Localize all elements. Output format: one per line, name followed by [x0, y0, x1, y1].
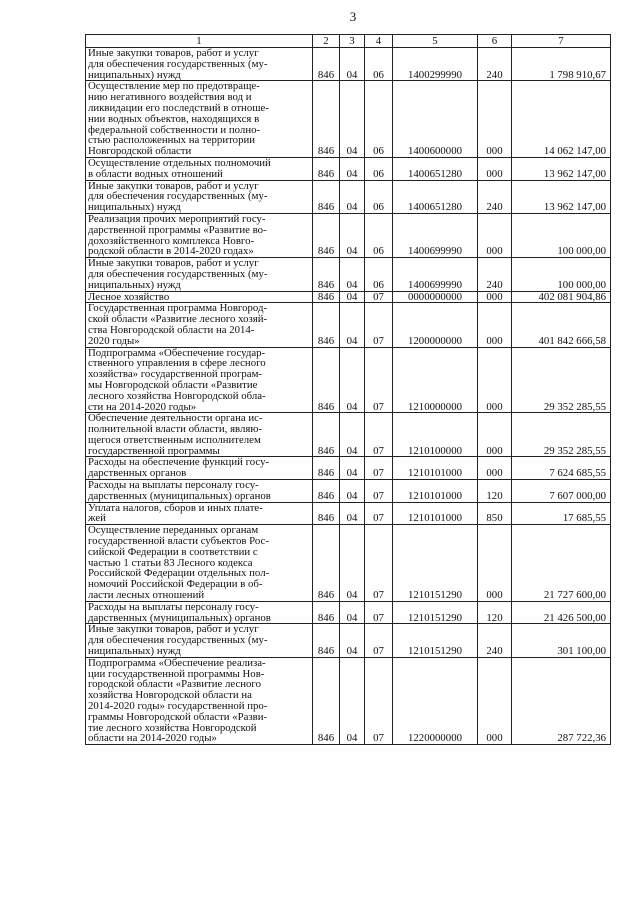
row-subsection-cell: 07: [365, 457, 393, 480]
row-section-cell: 04: [340, 413, 365, 457]
row-subsection-cell: 06: [365, 81, 393, 158]
table-row: [86, 657, 611, 744]
row-admin-code-cell: 846: [313, 525, 340, 602]
table-row: [86, 457, 611, 480]
budget-table: [85, 34, 611, 745]
row-subsection-cell: 06: [365, 157, 393, 180]
row-name-cell: Подпрограмма «Обеспечение реализа- ции государственной программы Нов- городской области «Развитие лесного хозяйства Новгородской области на 2014-2020 годы» государственной про- граммы Новгородской области «Разви- тие лесного хозяйства Новгородской области на 2014-2020 годы»: [86, 657, 313, 744]
row-expense-type-cell: 000: [478, 213, 512, 257]
row-subsection-cell: 07: [365, 601, 393, 624]
row-target-code-cell: 1210101000: [393, 502, 478, 525]
row-admin-code-cell: 846: [313, 502, 340, 525]
row-target-code-cell: 1210101000: [393, 480, 478, 503]
row-expense-type-cell: 000: [478, 657, 512, 744]
table-row: [86, 347, 611, 413]
row-name-cell: Осуществление отдельных полномочий в области водных отношений: [86, 157, 313, 180]
row-expense-type-cell: 240: [478, 48, 512, 81]
table-row: [86, 180, 611, 213]
row-name-cell: Подпрограмма «Обеспечение государ- ственного управления в сфере лесного хозяйства» государственной програм- мы Новгородской области «Развитие лесного хозяйства Новгородской обла- сти на 2014-2020 годы»: [86, 347, 313, 413]
row-target-code-cell: 1400299990: [393, 48, 478, 81]
row-section-cell: 04: [340, 457, 365, 480]
table-row: [86, 601, 611, 624]
row-target-code-cell: 1400699990: [393, 258, 478, 291]
row-expense-type-cell: 000: [478, 413, 512, 457]
table-row: [86, 525, 611, 602]
row-amount-cell: 17 685,55: [512, 502, 611, 525]
row-amount-cell: 401 842 666,58: [512, 303, 611, 347]
row-subsection-cell: 07: [365, 624, 393, 657]
row-name-cell: Уплата налогов, сборов и иных плате- жей: [86, 502, 313, 525]
table-row: [86, 624, 611, 657]
row-name-cell: Расходы на обеспечение функций госу- дарственных органов: [86, 457, 313, 480]
table-row: [86, 157, 611, 180]
row-amount-cell: 402 081 904,86: [512, 291, 611, 303]
table-row: [86, 291, 611, 303]
row-admin-code-cell: 846: [313, 457, 340, 480]
header-cell: 1: [86, 35, 313, 48]
row-target-code-cell: 1210101000: [393, 457, 478, 480]
row-amount-cell: 301 100,00: [512, 624, 611, 657]
row-expense-type-cell: 120: [478, 480, 512, 503]
row-section-cell: 04: [340, 48, 365, 81]
row-subsection-cell: 07: [365, 657, 393, 744]
row-name-cell: Иные закупки товаров, работ и услуг для обеспечения государственных (му- ниципальных) нужд: [86, 180, 313, 213]
row-admin-code-cell: 846: [313, 157, 340, 180]
table-row: [86, 81, 611, 158]
row-admin-code-cell: 846: [313, 657, 340, 744]
row-admin-code-cell: 846: [313, 258, 340, 291]
row-amount-cell: 100 000,00: [512, 213, 611, 257]
row-amount-cell: 7 607 000,00: [512, 480, 611, 503]
row-name-cell: Осуществление мер по предотвраще- нию негативного воздействия вод и ликвидации его последствий в отноше- нии водных объектов, находящихся в федеральной собственности и полно- стью расположенных на территории Новгородской области: [86, 81, 313, 158]
row-name-cell: Осуществление переданных органам государственной власти субъектов Рос- сийской Федерации в соответствии с частью 1 статьи 83 Лесного кодекса Российской Федерации отдельных пол- номочий Российской Федерации в об- ласти лесных отношений: [86, 525, 313, 602]
row-expense-type-cell: 850: [478, 502, 512, 525]
row-expense-type-cell: 240: [478, 624, 512, 657]
row-subsection-cell: 07: [365, 347, 393, 413]
row-section-cell: 04: [340, 303, 365, 347]
row-name-cell: Лесное хозяйство: [86, 291, 313, 303]
row-target-code-cell: 1210100000: [393, 413, 478, 457]
row-target-code-cell: 1400600000: [393, 81, 478, 158]
row-name-cell: Государственная программа Новгород- ской области «Развитие лесного хозяй- ства Новгородской области на 2014- 2020 годы»: [86, 303, 313, 347]
row-section-cell: 04: [340, 624, 365, 657]
row-admin-code-cell: 846: [313, 180, 340, 213]
row-admin-code-cell: 846: [313, 291, 340, 303]
row-subsection-cell: 06: [365, 258, 393, 291]
row-expense-type-cell: 000: [478, 457, 512, 480]
row-section-cell: 04: [340, 525, 365, 602]
row-name-cell: Расходы на выплаты персоналу госу- дарственных (муниципальных) органов: [86, 601, 313, 624]
row-expense-type-cell: 120: [478, 601, 512, 624]
table-row: [86, 258, 611, 291]
row-section-cell: 04: [340, 258, 365, 291]
row-target-code-cell: 1200000000: [393, 303, 478, 347]
row-expense-type-cell: 000: [478, 157, 512, 180]
row-section-cell: 04: [340, 213, 365, 257]
row-subsection-cell: 06: [365, 180, 393, 213]
row-subsection-cell: 07: [365, 502, 393, 525]
page-number: 3: [349, 9, 357, 24]
row-amount-cell: 287 722,36: [512, 657, 611, 744]
row-expense-type-cell: 000: [478, 291, 512, 303]
row-admin-code-cell: 846: [313, 213, 340, 257]
row-target-code-cell: 1220000000: [393, 657, 478, 744]
row-subsection-cell: 07: [365, 480, 393, 503]
row-target-code-cell: 1400651280: [393, 157, 478, 180]
row-section-cell: 04: [340, 81, 365, 158]
row-admin-code-cell: 846: [313, 413, 340, 457]
row-amount-cell: 1 798 910,67: [512, 48, 611, 81]
table-row: [86, 413, 611, 457]
row-section-cell: 04: [340, 502, 365, 525]
row-section-cell: 04: [340, 291, 365, 303]
header-cell: 3: [340, 35, 365, 48]
row-name-cell: Реализация прочих мероприятий госу- дарственной программы «Развитие во- дохозяйственного комплекса Новго- родской области в 2014-2020 годах»: [86, 213, 313, 257]
row-section-cell: 04: [340, 180, 365, 213]
row-expense-type-cell: 240: [478, 180, 512, 213]
row-amount-cell: 21 426 500,00: [512, 601, 611, 624]
row-admin-code-cell: 846: [313, 81, 340, 158]
row-amount-cell: 29 352 285,55: [512, 413, 611, 457]
row-subsection-cell: 07: [365, 525, 393, 602]
row-target-code-cell: 1210000000: [393, 347, 478, 413]
table-header-row: [86, 35, 611, 48]
row-subsection-cell: 06: [365, 213, 393, 257]
row-target-code-cell: 1210151290: [393, 601, 478, 624]
row-name-cell: Иные закупки товаров, работ и услуг для обеспечения государственных (му- ниципальных) нужд: [86, 48, 313, 81]
row-expense-type-cell: 000: [478, 525, 512, 602]
row-name-cell: Обеспечение деятельности органа ис- полнительной власти области, являю- щегося ответственным исполнителем государственной программы: [86, 413, 313, 457]
row-expense-type-cell: 000: [478, 347, 512, 413]
row-amount-cell: 13 962 147,00: [512, 180, 611, 213]
row-expense-type-cell: 240: [478, 258, 512, 291]
row-name-cell: Расходы на выплаты персоналу госу- дарственных (муниципальных) органов: [86, 480, 313, 503]
row-subsection-cell: 07: [365, 303, 393, 347]
row-admin-code-cell: 846: [313, 347, 340, 413]
row-name-cell: Иные закупки товаров, работ и услуг для обеспечения государственных (му- ниципальных) нужд: [86, 258, 313, 291]
row-target-code-cell: 1210151290: [393, 624, 478, 657]
table-row: [86, 213, 611, 257]
row-amount-cell: 7 624 685,55: [512, 457, 611, 480]
row-subsection-cell: 06: [365, 48, 393, 81]
row-admin-code-cell: 846: [313, 303, 340, 347]
row-admin-code-cell: 846: [313, 48, 340, 81]
row-target-code-cell: 0000000000: [393, 291, 478, 303]
header-cell: 6: [478, 35, 512, 48]
header-cell: 2: [313, 35, 340, 48]
table-row: [86, 502, 611, 525]
table-row: [86, 48, 611, 81]
row-section-cell: 04: [340, 157, 365, 180]
row-admin-code-cell: 846: [313, 624, 340, 657]
row-target-code-cell: 1400651280: [393, 180, 478, 213]
row-amount-cell: 13 962 147,00: [512, 157, 611, 180]
row-amount-cell: 14 062 147,00: [512, 81, 611, 158]
row-amount-cell: 29 352 285,55: [512, 347, 611, 413]
row-subsection-cell: 07: [365, 413, 393, 457]
row-section-cell: 04: [340, 657, 365, 744]
header-cell: 7: [512, 35, 611, 48]
row-expense-type-cell: 000: [478, 81, 512, 158]
row-name-cell: Иные закупки товаров, работ и услуг для обеспечения государственных (му- ниципальных) нужд: [86, 624, 313, 657]
row-section-cell: 04: [340, 480, 365, 503]
header-cell: 5: [393, 35, 478, 48]
row-amount-cell: 100 000,00: [512, 258, 611, 291]
row-subsection-cell: 07: [365, 291, 393, 303]
table-row: [86, 480, 611, 503]
row-admin-code-cell: 846: [313, 601, 340, 624]
row-target-code-cell: 1210151290: [393, 525, 478, 602]
row-section-cell: 04: [340, 601, 365, 624]
row-section-cell: 04: [340, 347, 365, 413]
header-cell: 4: [365, 35, 393, 48]
row-amount-cell: 21 727 600,00: [512, 525, 611, 602]
row-expense-type-cell: 000: [478, 303, 512, 347]
row-admin-code-cell: 846: [313, 480, 340, 503]
row-target-code-cell: 1400699990: [393, 213, 478, 257]
table-row: [86, 303, 611, 347]
